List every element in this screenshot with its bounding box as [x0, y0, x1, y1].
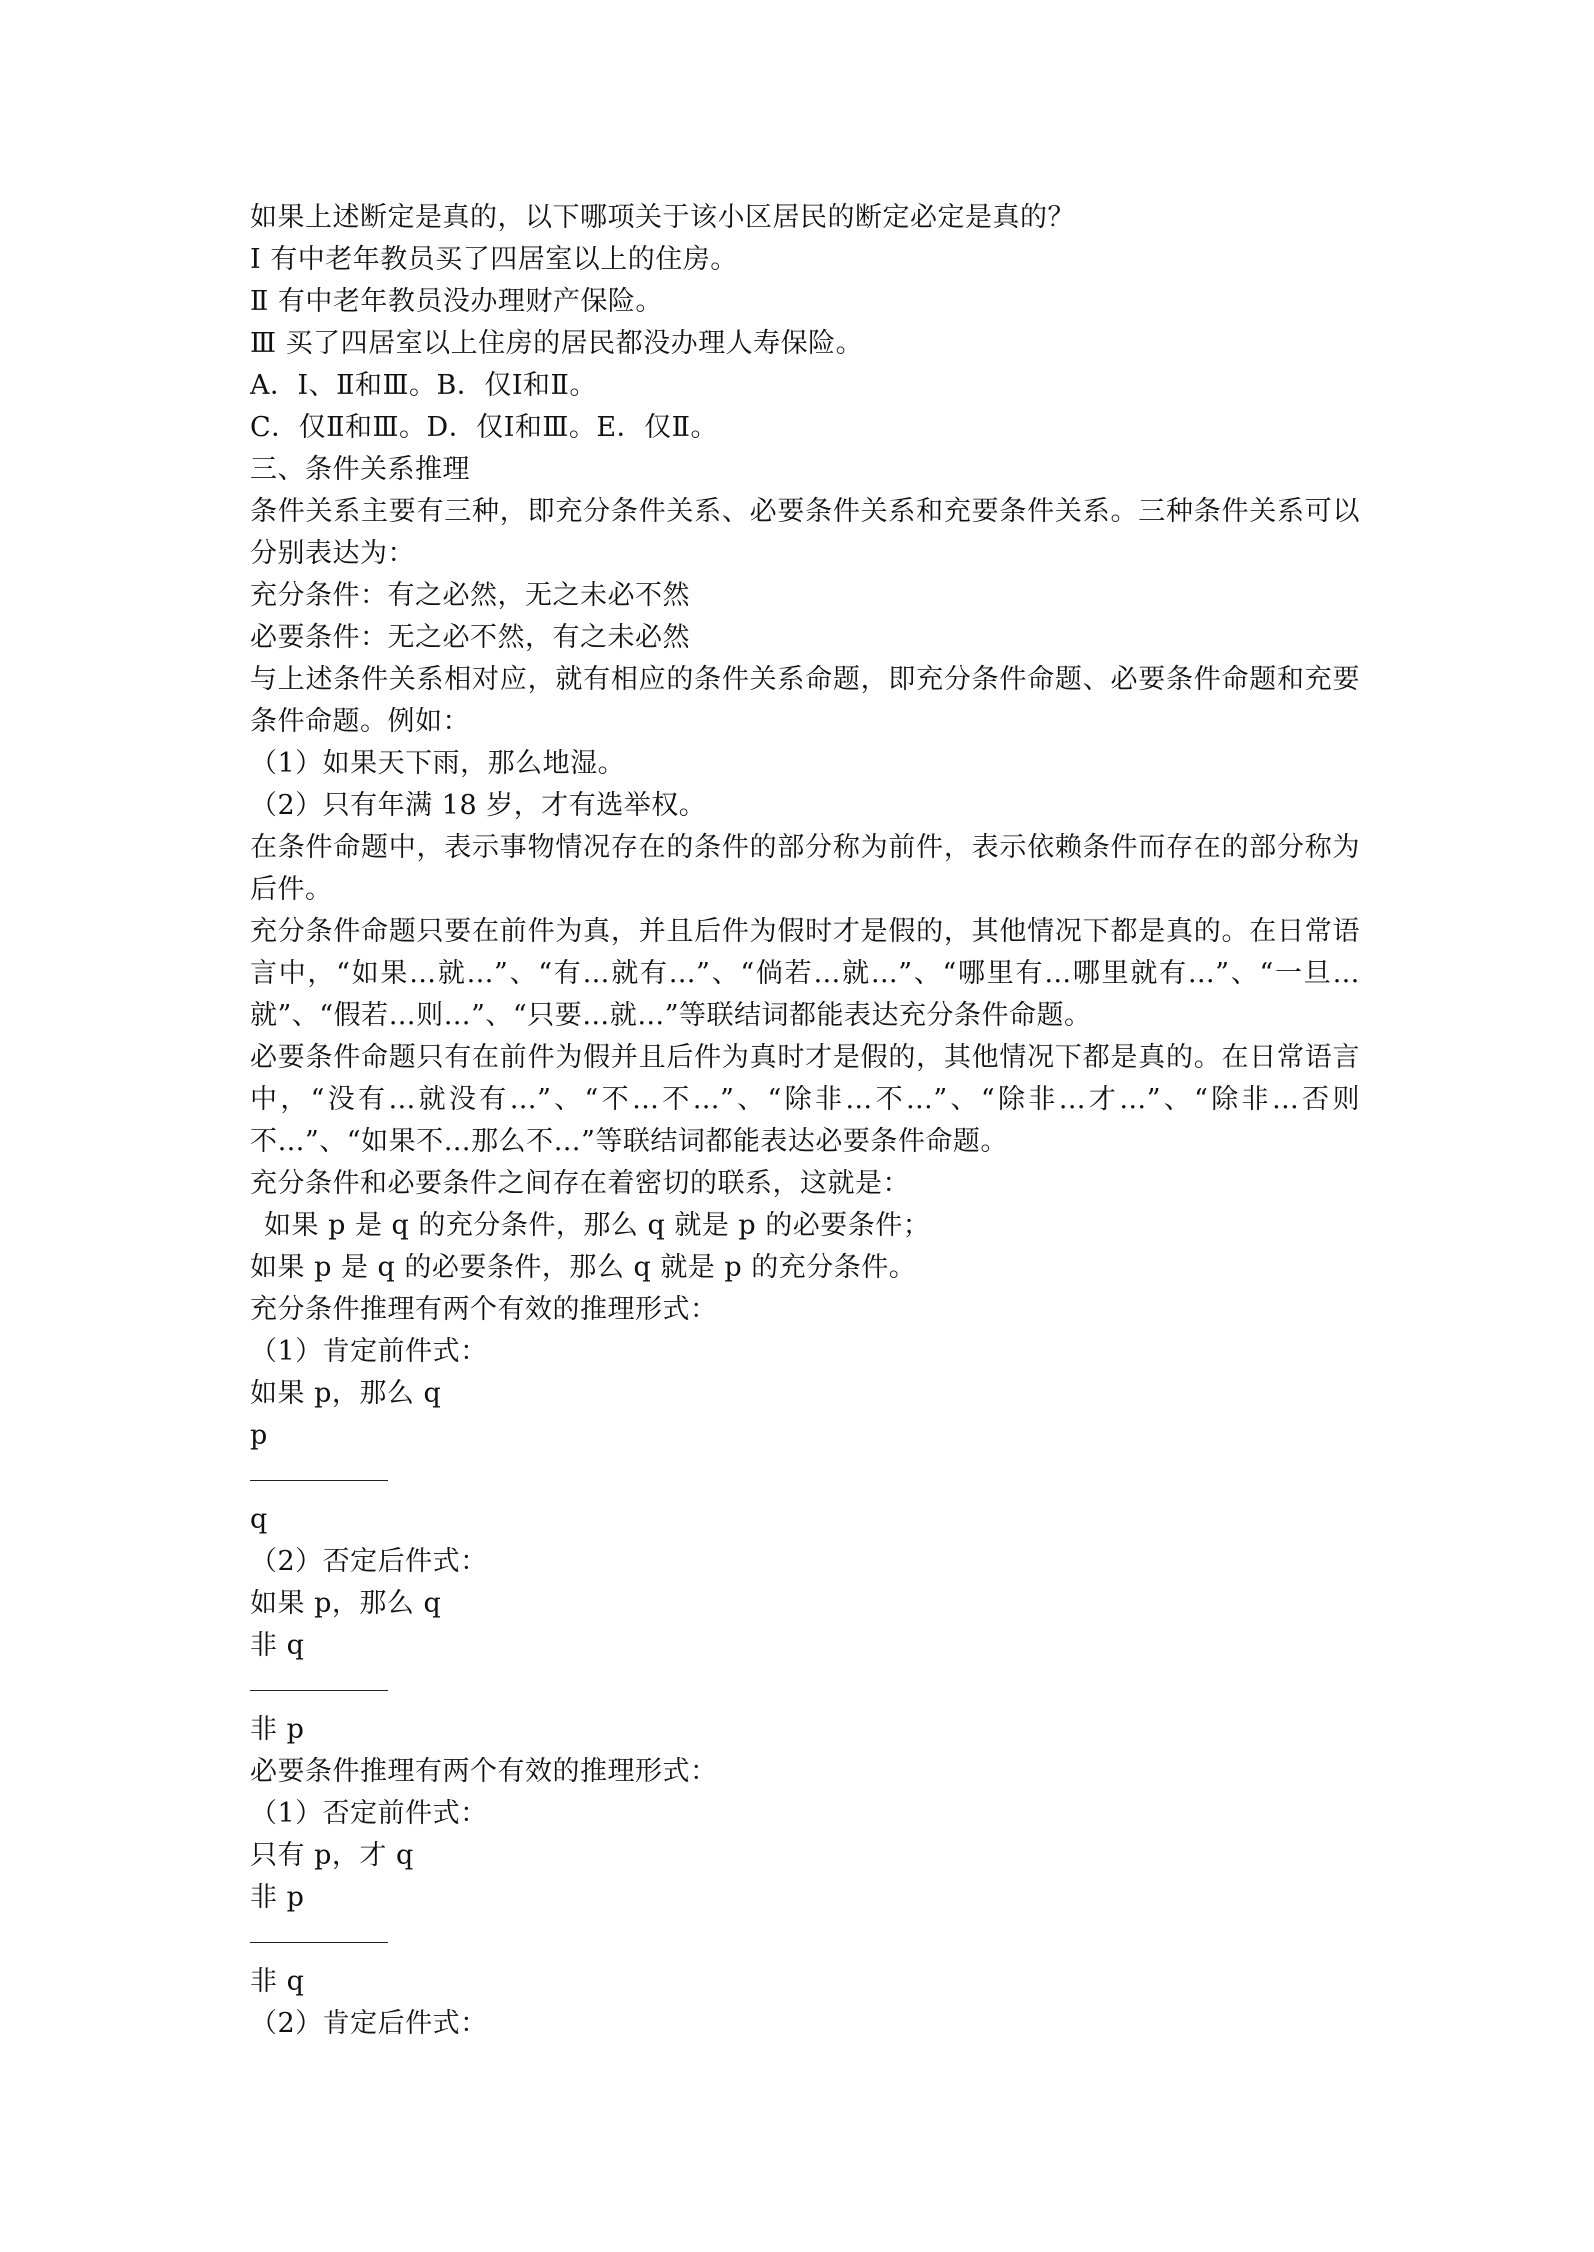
modus-ponens-conclusion: q: [250, 1504, 268, 1535]
example-2: （2）只有年满 18 岁，才有选举权。: [250, 790, 707, 821]
document-body: [250, 197, 1360, 2045]
relation-intro: 充分条件和必要条件之间存在着密切的联系，这就是：: [250, 1168, 910, 1199]
modus-ponens-premise-2: p: [250, 1420, 268, 1451]
statement-2: Ⅱ 有中老年教员没办理财产保险。: [250, 286, 663, 317]
answer-options-cde: C．仅Ⅱ和Ⅲ。D．仅Ⅰ和Ⅲ。E．仅Ⅱ。: [250, 412, 718, 443]
modus-tollens-title: （2）否定后件式：: [250, 1546, 488, 1577]
definition-sufficient: 充分条件：有之必然，无之未必不然: [250, 580, 690, 611]
affirm-consequent-title: （2）肯定后件式：: [250, 2008, 488, 2039]
modus-tollens-conclusion: 非 p: [250, 1714, 305, 1745]
paragraph-necessary-proposition: 必要条件命题只有在前件为假并且后件为真时才是假的，其他情况下都是真的。在日常语言中，“没有…就没有…”、“不…不…”、“除非…不…”、“除非…才…”、“除非…否则不…”、“如果不…那么不…”等联结词都能表达必要条件命题。: [250, 1042, 1360, 1157]
inference-divider: [250, 1919, 1360, 1961]
deny-antecedent-conclusion: 非 q: [250, 1966, 305, 1997]
paragraph-condition-types: 条件关系主要有三种，即充分条件关系、必要条件关系和充要条件关系。三种条件关系可以分别表达为：: [250, 496, 1360, 569]
paragraph-sufficient-proposition: 充分条件命题只要在前件为真，并且后件为假时才是假的，其他情况下都是真的。在日常语言中，“如果…就…”、“有…就有…”、“倘若…就…”、“哪里有…哪里就有…”、“一旦…就”、“假若…则…”、“只要…就…”等联结词都能表达充分条件命题。: [250, 916, 1360, 1031]
definition-necessary: 必要条件：无之必不然，有之未必然: [250, 622, 690, 653]
necessary-inference-intro: 必要条件推理有两个有效的推理形式：: [250, 1756, 718, 1787]
deny-antecedent-premise-1: 只有 p，才 q: [250, 1840, 414, 1871]
modus-tollens-premise-1: 如果 p，那么 q: [250, 1588, 442, 1619]
statement-1: Ⅰ 有中老年教员买了四居室以上的住房。: [250, 244, 738, 275]
paragraph-antecedent-consequent: 在条件命题中，表示事物情况存在的条件的部分称为前件，表示依赖条件而存在的部分称为后件。: [250, 832, 1360, 905]
deny-antecedent-title: （1）否定前件式：: [250, 1798, 488, 1829]
inference-divider: [250, 1667, 1360, 1709]
answer-options-ab: A．Ⅰ、Ⅱ和Ⅲ。B．仅Ⅰ和Ⅱ。: [250, 370, 597, 401]
relation-rule-1: 如果 p 是 q 的充分条件，那么 q 就是 p 的必要条件；: [264, 1210, 931, 1241]
modus-ponens-premise-1: 如果 p，那么 q: [250, 1378, 442, 1409]
section-heading: 三、条件关系推理: [250, 454, 470, 485]
modus-ponens-title: （1）肯定前件式：: [250, 1336, 488, 1367]
inference-divider: [250, 1457, 1360, 1499]
deny-antecedent-premise-2: 非 p: [250, 1882, 305, 1913]
relation-rule-2: 如果 p 是 q 的必要条件，那么 q 就是 p 的充分条件。: [250, 1252, 917, 1283]
statement-3: Ⅲ 买了四居室以上住房的居民都没办理人寿保险。: [250, 328, 864, 359]
sufficient-inference-intro: 充分条件推理有两个有效的推理形式：: [250, 1294, 718, 1325]
question-stem: 如果上述断定是真的，以下哪项关于该小区居民的断定必定是真的？: [250, 202, 1075, 233]
modus-tollens-premise-2: 非 q: [250, 1630, 305, 1661]
example-1: （1）如果天下雨，那么地湿。: [250, 748, 626, 779]
paragraph-condition-propositions: 与上述条件关系相对应，就有相应的条件关系命题，即充分条件命题、必要条件命题和充要条件命题。例如：: [250, 664, 1360, 737]
